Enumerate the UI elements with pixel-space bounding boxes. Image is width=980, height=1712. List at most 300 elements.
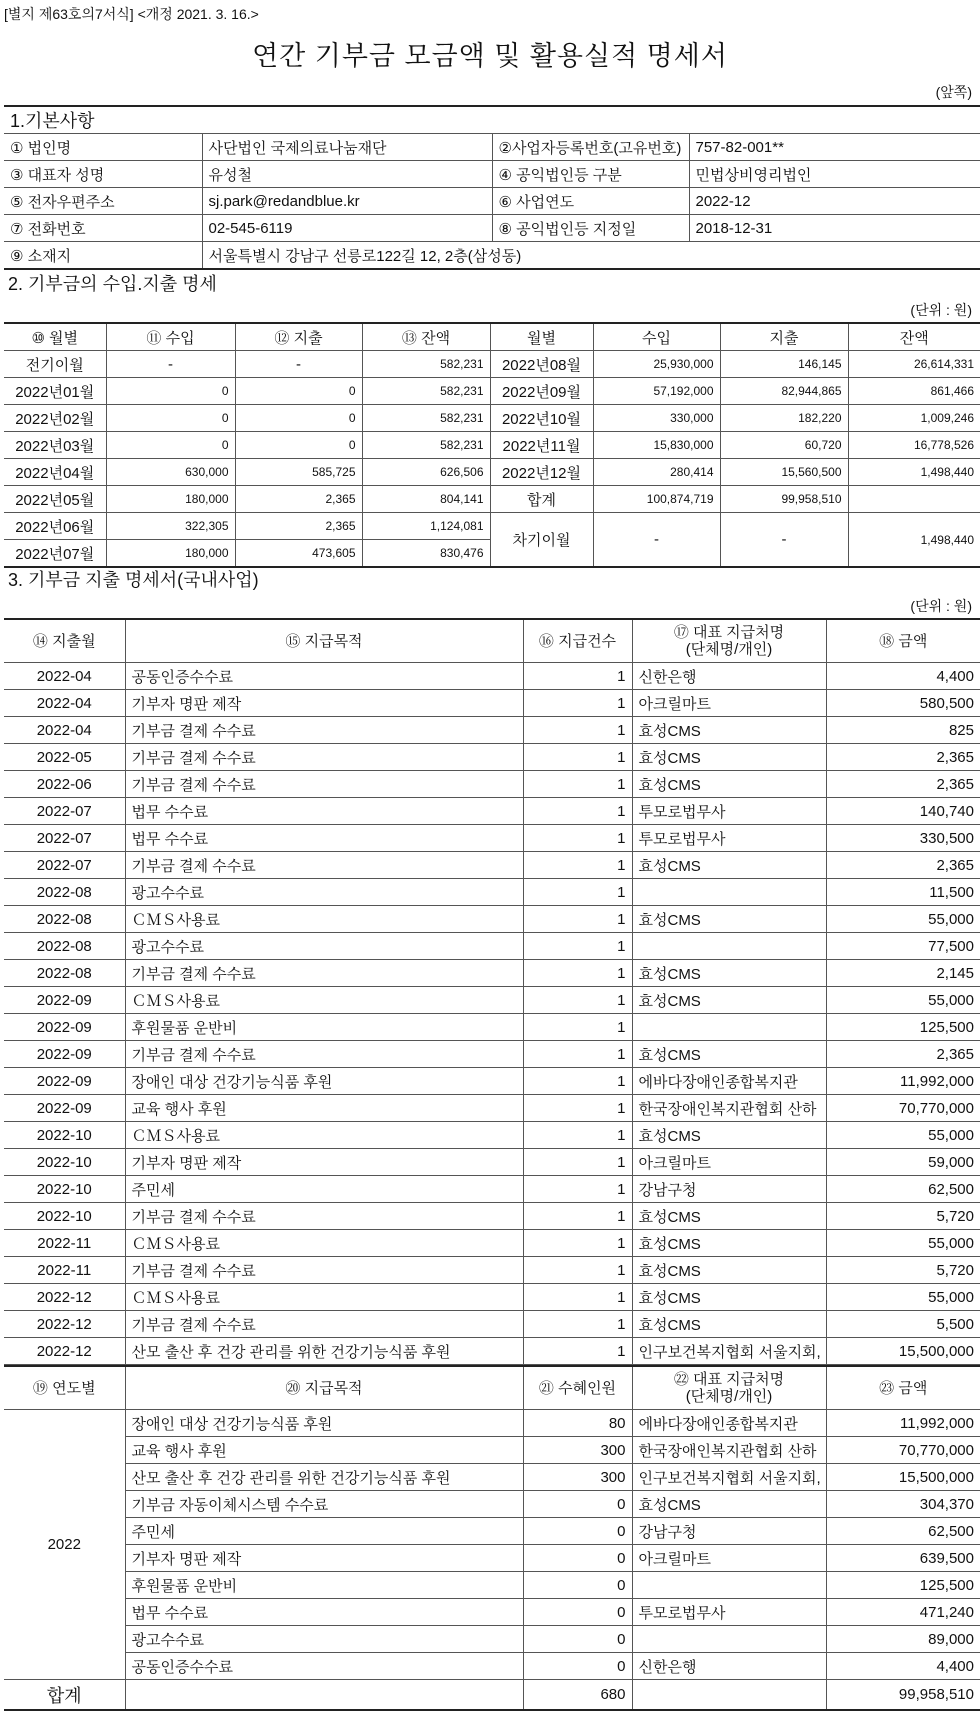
- count: 1: [523, 1095, 632, 1122]
- month-label: 2022년04월: [4, 459, 106, 486]
- purpose: 광고수수료: [125, 933, 523, 960]
- month-label: 2022년02월: [4, 405, 106, 432]
- recipient: 인구보건복지협회 서울지회,: [632, 1338, 826, 1365]
- amount: 473,605: [235, 540, 362, 568]
- amount: 15,500,000: [826, 1338, 980, 1365]
- expense-month: 2022-11: [4, 1257, 125, 1284]
- amount: -: [106, 351, 235, 378]
- side-label: (앞쪽): [935, 84, 972, 100]
- table-row: [4, 215, 980, 242]
- month-label: 2022년11월: [490, 432, 593, 459]
- field-label: ⑥ 사업연도: [492, 188, 689, 215]
- purpose: 주민세: [125, 1518, 523, 1545]
- purpose: 기부금 결제 수수료: [125, 852, 523, 879]
- amount: 140,740: [826, 798, 980, 825]
- amount: 582,231: [362, 378, 490, 405]
- expense-month: 2022-07: [4, 825, 125, 852]
- amount: 55,000: [826, 906, 980, 933]
- amount: 0: [106, 378, 235, 405]
- table-row: [4, 1626, 980, 1653]
- header-line: (단체명/개인): [685, 1388, 773, 1405]
- month-label: 2022년12월: [490, 459, 593, 486]
- table-row: [4, 825, 980, 852]
- recipient: 아크릴마트: [632, 1545, 826, 1572]
- purpose: 기부금 결제 수수료: [125, 1041, 523, 1068]
- table-row: [4, 378, 980, 405]
- purpose: 공동인증수수료: [125, 1653, 523, 1680]
- table-row: [4, 1203, 980, 1230]
- count: 1: [523, 933, 632, 960]
- empty-cell: [125, 1680, 523, 1711]
- expense-detail-table: [4, 618, 980, 1365]
- amount: 89,000: [826, 1626, 980, 1653]
- amount: 25,930,000: [593, 351, 720, 378]
- column-header: ⑲ 연도별: [4, 1366, 125, 1410]
- amount: 330,500: [826, 825, 980, 852]
- recipient: 투모로법무사: [632, 798, 826, 825]
- amount: 11,992,000: [826, 1068, 980, 1095]
- count: 1: [523, 663, 632, 690]
- table-row: [4, 188, 980, 215]
- amount: 180,000: [106, 486, 235, 513]
- recipient: 아크릴마트: [632, 1149, 826, 1176]
- amount: 5,720: [826, 1203, 980, 1230]
- beneficiaries: 300: [523, 1464, 632, 1491]
- amount: 1,498,440: [848, 459, 980, 486]
- amount: 2,365: [235, 486, 362, 513]
- table-row: [4, 1545, 980, 1572]
- table-row: [4, 432, 980, 459]
- amount: 26,614,331: [848, 351, 980, 378]
- count: 1: [523, 1014, 632, 1041]
- beneficiaries: 0: [523, 1626, 632, 1653]
- beneficiaries: 0: [523, 1491, 632, 1518]
- purpose: 기부자 명판 제작: [125, 1545, 523, 1572]
- table-row: [4, 134, 980, 161]
- amount: 15,560,500: [720, 459, 848, 486]
- table-row: [4, 1338, 980, 1365]
- table-row: [4, 1230, 980, 1257]
- amount: 2,365: [826, 744, 980, 771]
- recipient: 효성CMS: [632, 1491, 826, 1518]
- expense-month: 2022-12: [4, 1311, 125, 1338]
- recipient: 강남구청: [632, 1176, 826, 1203]
- amount: 1,498,440: [848, 513, 980, 568]
- table-row: [4, 405, 980, 432]
- table-row: [4, 1410, 980, 1437]
- header-line: ⑰ 대표 지급처명: [673, 624, 785, 641]
- section1-title: 1.기본사항: [4, 106, 980, 134]
- table-row: [4, 960, 980, 987]
- expense-month: 2022-09: [4, 1041, 125, 1068]
- amount: 82,944,865: [720, 378, 848, 405]
- amount: 582,231: [362, 405, 490, 432]
- amount: 70,770,000: [826, 1095, 980, 1122]
- header-line: ㉒ 대표 지급처명: [673, 1371, 785, 1388]
- month-label: 합계: [490, 486, 593, 513]
- beneficiaries: 0: [523, 1653, 632, 1680]
- beneficiaries: 0: [523, 1572, 632, 1599]
- expense-month: 2022-08: [4, 960, 125, 987]
- count: 1: [523, 717, 632, 744]
- count: 1: [523, 744, 632, 771]
- expense-month: 2022-09: [4, 1095, 125, 1122]
- amount: 630,000: [106, 459, 235, 486]
- table-row: [4, 717, 980, 744]
- purpose: 광고수수료: [125, 879, 523, 906]
- count: 1: [523, 1338, 632, 1365]
- count: 1: [523, 852, 632, 879]
- amount: 585,725: [235, 459, 362, 486]
- recipient: 신한은행: [632, 663, 826, 690]
- purpose: 교육 행사 후원: [125, 1437, 523, 1464]
- table-row: [4, 513, 980, 540]
- column-header: [632, 619, 826, 663]
- purpose: 주민세: [125, 1176, 523, 1203]
- address-value: 서울특별시 강남구 선릉로122길 12, 2층(삼성동): [202, 242, 980, 270]
- count: 1: [523, 1041, 632, 1068]
- column-header: ⑬ 잔액: [362, 323, 490, 351]
- column-header: ㉑ 수혜인원: [523, 1366, 632, 1410]
- count: 1: [523, 1284, 632, 1311]
- table-row: [4, 690, 980, 717]
- field-value: 유성철: [202, 161, 492, 188]
- amount: 11,992,000: [826, 1410, 980, 1437]
- amount: 125,500: [826, 1572, 980, 1599]
- column-header: ⑱ 금액: [826, 619, 980, 663]
- amount: 57,192,000: [593, 378, 720, 405]
- table-row: [4, 987, 980, 1014]
- table-row: [4, 619, 980, 663]
- amount: -: [720, 513, 848, 568]
- recipient: 투모로법무사: [632, 1599, 826, 1626]
- field-label: ⑤ 전자우편주소: [4, 188, 202, 215]
- amount: 125,500: [826, 1014, 980, 1041]
- amount: -: [593, 513, 720, 568]
- amount: 15,500,000: [826, 1464, 980, 1491]
- month-label: 2022년03월: [4, 432, 106, 459]
- beneficiaries: 80: [523, 1410, 632, 1437]
- expense-month: 2022-09: [4, 987, 125, 1014]
- amount: 830,476: [362, 540, 490, 568]
- amount: 639,500: [826, 1545, 980, 1572]
- expense-month: 2022-12: [4, 1338, 125, 1365]
- purpose: 후원물품 운반비: [125, 1572, 523, 1599]
- form-number: [별지 제63호의7서식] <개정 2021. 3. 16.>: [4, 6, 259, 22]
- purpose: 산모 출산 후 건강 관리를 위한 건강기능식품 후원: [125, 1464, 523, 1491]
- purpose: 장애인 대상 건강기능식품 후원: [125, 1068, 523, 1095]
- recipient: 한국장애인복지관협회 산하: [632, 1095, 826, 1122]
- amount: 146,145: [720, 351, 848, 378]
- column-header: ⑭ 지출월: [4, 619, 125, 663]
- purpose: 기부금 결제 수수료: [125, 1311, 523, 1338]
- amount: 62,500: [826, 1176, 980, 1203]
- recipient: 효성CMS: [632, 1311, 826, 1338]
- recipient: 효성CMS: [632, 906, 826, 933]
- page-title: 연간 기부금 모금액 및 활용실적 명세서: [252, 41, 728, 71]
- total-amount: 99,958,510: [826, 1680, 980, 1711]
- field-value: 2022-12: [689, 188, 980, 215]
- column-header: ⑪ 수입: [106, 323, 235, 351]
- purpose: 기부금 결제 수수료: [125, 717, 523, 744]
- recipient: 효성CMS: [632, 1284, 826, 1311]
- amount: 804,141: [362, 486, 490, 513]
- column-header: ⑫ 지출: [235, 323, 362, 351]
- count: 1: [523, 1311, 632, 1338]
- amount: 0: [106, 405, 235, 432]
- purpose: 공동인증수수료: [125, 663, 523, 690]
- amount: 55,000: [826, 1230, 980, 1257]
- basic-info-table: [4, 105, 980, 270]
- count: 1: [523, 987, 632, 1014]
- amount: 16,778,526: [848, 432, 980, 459]
- amount: 59,000: [826, 1149, 980, 1176]
- expense-month: 2022-05: [4, 744, 125, 771]
- amount: 55,000: [826, 1284, 980, 1311]
- table-row: [4, 1041, 980, 1068]
- purpose: ＣＭＳ사용료: [125, 906, 523, 933]
- table-row: [4, 1366, 980, 1410]
- recipient: 효성CMS: [632, 717, 826, 744]
- month-label: 2022년05월: [4, 486, 106, 513]
- expense-month: 2022-04: [4, 690, 125, 717]
- recipient: 효성CMS: [632, 1257, 826, 1284]
- table-row: [4, 1599, 980, 1626]
- table-row: [4, 744, 980, 771]
- expense-month: 2022-10: [4, 1203, 125, 1230]
- recipient: [632, 1572, 826, 1599]
- empty-cell: [632, 1680, 826, 1711]
- beneficiaries: 0: [523, 1518, 632, 1545]
- amount: 0: [106, 432, 235, 459]
- field-label: ⑦ 전화번호: [4, 215, 202, 242]
- amount: 182,220: [720, 405, 848, 432]
- amount: 5,720: [826, 1257, 980, 1284]
- amount: 55,000: [826, 987, 980, 1014]
- column-header: 수입: [593, 323, 720, 351]
- beneficiaries: 0: [523, 1545, 632, 1572]
- purpose: 기부금 결제 수수료: [125, 960, 523, 987]
- recipient: [632, 1014, 826, 1041]
- recipient: 효성CMS: [632, 1230, 826, 1257]
- table-row: [4, 933, 980, 960]
- field-label: ⑨ 소재지: [4, 242, 202, 270]
- month-label: 전기이월: [4, 351, 106, 378]
- table-row: [4, 161, 980, 188]
- purpose: 광고수수료: [125, 1626, 523, 1653]
- amount: 582,231: [362, 432, 490, 459]
- expense-month: 2022-08: [4, 933, 125, 960]
- column-header: ㉓ 금액: [826, 1366, 980, 1410]
- expense-month: 2022-10: [4, 1149, 125, 1176]
- column-header: 지출: [720, 323, 848, 351]
- table-row: [4, 879, 980, 906]
- recipient: 강남구청: [632, 1518, 826, 1545]
- purpose: 기부금 자동이체시스템 수수료: [125, 1491, 523, 1518]
- table-row: [4, 1014, 980, 1041]
- purpose: 기부금 결제 수수료: [125, 771, 523, 798]
- count: 1: [523, 771, 632, 798]
- month-label: 2022년07월: [4, 540, 106, 568]
- amount: 280,414: [593, 459, 720, 486]
- beneficiaries: 0: [523, 1599, 632, 1626]
- expense-month: 2022-09: [4, 1014, 125, 1041]
- table-row: [4, 323, 980, 351]
- amount: 861,466: [848, 378, 980, 405]
- amount: 626,506: [362, 459, 490, 486]
- table-row: [4, 1653, 980, 1680]
- table-row: [4, 1095, 980, 1122]
- table-row: [4, 486, 980, 513]
- purpose: ＣＭＳ사용료: [125, 1122, 523, 1149]
- amount: 825: [826, 717, 980, 744]
- recipient: [632, 879, 826, 906]
- amount: 2,365: [826, 771, 980, 798]
- column-header: ⑯ 지급건수: [523, 619, 632, 663]
- recipient: 효성CMS: [632, 960, 826, 987]
- amount: 471,240: [826, 1599, 980, 1626]
- purpose: 교육 행사 후원: [125, 1095, 523, 1122]
- purpose: ＣＭＳ사용료: [125, 987, 523, 1014]
- recipient: 한국장애인복지관협회 산하: [632, 1437, 826, 1464]
- table-row: [4, 1122, 980, 1149]
- expense-month: 2022-08: [4, 879, 125, 906]
- amount: 15,830,000: [593, 432, 720, 459]
- table-row: [4, 1068, 980, 1095]
- count: 1: [523, 825, 632, 852]
- table-row: [4, 1491, 980, 1518]
- amount: 0: [235, 432, 362, 459]
- count: 1: [523, 690, 632, 717]
- recipient: 에바다장애인종합복지관: [632, 1068, 826, 1095]
- column-header: ⑩ 월별: [4, 323, 106, 351]
- expense-month: 2022-09: [4, 1068, 125, 1095]
- table-row: [4, 663, 980, 690]
- amount: 99,958,510: [720, 486, 848, 513]
- recipient: 효성CMS: [632, 852, 826, 879]
- column-header: 월별: [490, 323, 593, 351]
- table-row: [4, 459, 980, 486]
- amount: 100,874,719: [593, 486, 720, 513]
- recipient: 효성CMS: [632, 771, 826, 798]
- column-header: ⑮ 지급목적: [125, 619, 523, 663]
- amount: 304,370: [826, 1491, 980, 1518]
- amount: 2,145: [826, 960, 980, 987]
- count: 1: [523, 1149, 632, 1176]
- expense-month: 2022-10: [4, 1122, 125, 1149]
- purpose: 기부금 결제 수수료: [125, 1257, 523, 1284]
- recipient: [632, 1626, 826, 1653]
- table-row: [4, 1518, 980, 1545]
- amount: 2,365: [826, 852, 980, 879]
- month-label: 2022년06월: [4, 513, 106, 540]
- amount: 0: [235, 378, 362, 405]
- field-value: 민법상비영리법인: [689, 161, 980, 188]
- amount: 1,124,081: [362, 513, 490, 540]
- amount: 62,500: [826, 1518, 980, 1545]
- table-row: [4, 1149, 980, 1176]
- field-value: 2018-12-31: [689, 215, 980, 242]
- field-label: ① 법인명: [4, 134, 202, 161]
- expense-month: 2022-12: [4, 1284, 125, 1311]
- month-label: 2022년09월: [490, 378, 593, 405]
- purpose: ＣＭＳ사용료: [125, 1230, 523, 1257]
- count: 1: [523, 1203, 632, 1230]
- recipient: 효성CMS: [632, 744, 826, 771]
- field-value: 사단법인 국제의료나눔재단: [202, 134, 492, 161]
- purpose: 후원물품 운반비: [125, 1014, 523, 1041]
- recipient: [632, 933, 826, 960]
- amount: 4,400: [826, 1653, 980, 1680]
- amount: 580,500: [826, 690, 980, 717]
- purpose: 기부금 결제 수수료: [125, 1203, 523, 1230]
- recipient: 에바다장애인종합복지관: [632, 1410, 826, 1437]
- column-header: 잔액: [848, 323, 980, 351]
- purpose: 기부자 명판 제작: [125, 690, 523, 717]
- count: 1: [523, 1176, 632, 1203]
- table-row: [4, 906, 980, 933]
- recipient: 신한은행: [632, 1653, 826, 1680]
- expense-month: 2022-11: [4, 1230, 125, 1257]
- table-row: [4, 1464, 980, 1491]
- table-row: [4, 1311, 980, 1338]
- recipient: 효성CMS: [632, 1203, 826, 1230]
- table-row: [4, 1176, 980, 1203]
- table-row: [4, 1437, 980, 1464]
- amount: 11,500: [826, 879, 980, 906]
- field-label: ②사업자등록번호(고유번호): [492, 134, 689, 161]
- beneficiaries: 300: [523, 1437, 632, 1464]
- field-value: sj.park@redandblue.kr: [202, 188, 492, 215]
- table-row: [4, 1680, 980, 1711]
- amount: 77,500: [826, 933, 980, 960]
- month-label: 2022년10월: [490, 405, 593, 432]
- table-row: [4, 351, 980, 378]
- table-row: [4, 798, 980, 825]
- table-row: [4, 242, 980, 270]
- table-row: [4, 1257, 980, 1284]
- purpose: ＣＭＳ사용료: [125, 1284, 523, 1311]
- section3-unit: (단위 : 원): [910, 598, 972, 614]
- purpose: 산모 출산 후 건강 관리를 위한 건강기능식품 후원: [125, 1338, 523, 1365]
- field-value: 757-82-001**: [689, 134, 980, 161]
- amount: 330,000: [593, 405, 720, 432]
- amount: 2,365: [826, 1041, 980, 1068]
- expense-month: 2022-06: [4, 771, 125, 798]
- count: 1: [523, 1122, 632, 1149]
- recipient: 인구보건복지협회 서울지회,: [632, 1464, 826, 1491]
- count: 1: [523, 798, 632, 825]
- table-row: [4, 1572, 980, 1599]
- carryover-label: 차기이월: [490, 513, 593, 568]
- amount: 582,231: [362, 351, 490, 378]
- yearly-summary-table: [4, 1365, 980, 1711]
- year-cell: 2022: [4, 1410, 125, 1680]
- section2-unit: (단위 : 원): [910, 302, 972, 318]
- table-row: [4, 1284, 980, 1311]
- total-label: 합계: [4, 1680, 125, 1711]
- count: 1: [523, 1068, 632, 1095]
- field-label: ⑧ 공익법인등 지정일: [492, 215, 689, 242]
- section3-title: 3. 기부금 지출 명세서(국내사업): [8, 570, 259, 590]
- recipient: 효성CMS: [632, 1122, 826, 1149]
- purpose: 법무 수수료: [125, 1599, 523, 1626]
- expense-month: 2022-07: [4, 852, 125, 879]
- expense-month: 2022-07: [4, 798, 125, 825]
- field-value: 02-545-6119: [202, 215, 492, 242]
- table-row: [4, 771, 980, 798]
- section2-title: 2. 기부금의 수입.지출 명세: [8, 274, 217, 294]
